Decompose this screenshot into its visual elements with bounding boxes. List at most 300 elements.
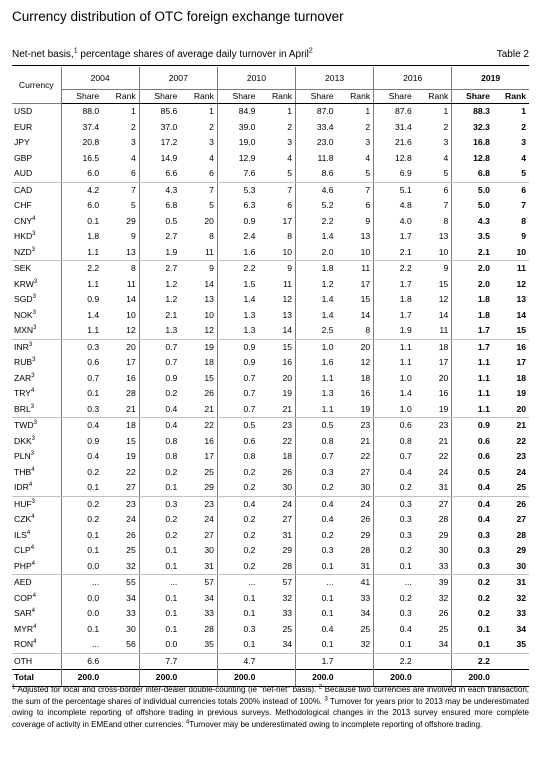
share-value: 0.1 [165, 545, 178, 555]
rank-value: 3 [180, 135, 217, 151]
rank-value: 1 [415, 104, 452, 120]
share-value: 0.9 [477, 420, 490, 430]
rank-value: 13 [180, 292, 217, 308]
share-value: 0.4 [321, 623, 334, 634]
table-row [12, 559, 529, 575]
share-value: 1.1 [61, 323, 102, 339]
oth-label: OTH [12, 653, 61, 670]
share-value: 0.3 [452, 559, 493, 575]
rank-value: 32 [337, 637, 374, 653]
currency-footnote-ref: 3 [32, 309, 36, 316]
currency-footnote-ref: 3 [31, 435, 36, 442]
share-value: 2.0 [477, 278, 490, 289]
table-row [12, 292, 529, 308]
share-value: ... [61, 637, 102, 653]
share-value: 0.9 [165, 372, 178, 383]
rank-value: 28 [337, 543, 374, 559]
rank-value: 31 [415, 480, 452, 496]
share-value: 1.2 [165, 278, 178, 289]
share-value: 0.3 [61, 402, 102, 418]
rank-value: 11 [516, 263, 526, 273]
rank-value: 27 [258, 512, 295, 528]
currency-code [12, 292, 61, 308]
share-value: 1.7 [399, 278, 412, 289]
rank-value: 10 [337, 245, 374, 261]
share-value: 87.0 [316, 106, 334, 116]
table-row [12, 528, 529, 544]
share-value: 0.3 [165, 498, 178, 509]
share-value: 0.3 [399, 608, 412, 618]
rank-value: 23 [516, 451, 526, 461]
rank-value: 11 [337, 261, 374, 277]
oth-share-value: 2.2 [452, 653, 493, 670]
share-value: 33.4 [316, 121, 334, 132]
rank-value: 34 [102, 591, 139, 607]
rank-value: 31 [258, 528, 295, 544]
table-row [12, 339, 529, 355]
rank-value: 18 [415, 339, 452, 355]
share-value: 0.1 [139, 559, 180, 575]
share-value: 1.4 [243, 294, 256, 304]
currency-code [12, 371, 61, 387]
rank-value: 39 [415, 575, 452, 591]
rank-value: 28 [102, 386, 139, 402]
rank-value: 22 [415, 449, 452, 465]
share-value: 0.3 [321, 545, 334, 555]
rank-value: 31 [180, 559, 217, 575]
rank-value: 8 [102, 261, 139, 277]
share-value: 0.8 [399, 435, 412, 446]
share-value: 0.7 [399, 451, 412, 461]
currency-code [12, 386, 61, 402]
share-value: 0.2 [217, 480, 258, 496]
share-value: 1.8 [321, 263, 334, 273]
currency-code [12, 229, 61, 245]
share-value: 0.2 [399, 545, 412, 555]
rank-value: 6 [337, 198, 374, 214]
rank-value: 2 [102, 120, 139, 136]
rank-header: Rank [337, 90, 374, 104]
rank-value: 1 [180, 104, 217, 120]
share-value: 1.1 [61, 245, 102, 261]
currency-footnote-ref: 3 [33, 278, 38, 285]
share-value: 0.1 [61, 214, 102, 230]
share-value: 39.0 [238, 121, 256, 132]
rank-value: 4 [415, 151, 452, 167]
rank-value: 27 [415, 496, 452, 512]
currency-code [12, 496, 61, 512]
rank-value: 24 [102, 512, 139, 528]
currency-code [12, 622, 61, 638]
rank-value: 34 [516, 623, 526, 634]
table-row [12, 591, 529, 607]
rank-value: 6 [180, 166, 217, 182]
share-header: Share [139, 90, 180, 104]
share-value: 88.3 [473, 106, 490, 116]
year-header: 2019 [452, 67, 529, 90]
table-row [12, 166, 529, 182]
share-value: 23.0 [316, 137, 334, 147]
rank-value: 9 [337, 214, 374, 230]
currency-code-text: RUB [14, 357, 33, 367]
currency-code [12, 261, 61, 277]
share-value: 0.1 [139, 480, 180, 496]
rank-value: 20 [102, 339, 139, 355]
currency-code-text: TWD [14, 420, 34, 430]
share-value: 2.7 [165, 231, 178, 241]
rank-value: 3 [258, 135, 295, 151]
rank-value: 33 [258, 606, 295, 622]
table-row [12, 277, 529, 293]
currency-code-text: MXN [14, 325, 34, 335]
rank-value: 8 [180, 229, 217, 245]
currency-footnote-ref: 4 [31, 560, 36, 567]
rank-value: 24 [180, 512, 217, 528]
rank-value: 16 [415, 386, 452, 402]
share-value: 0.2 [243, 545, 256, 555]
share-value: 6.6 [139, 166, 180, 182]
share-value: 7.6 [217, 166, 258, 182]
share-value: 1.3 [139, 323, 180, 339]
share-value: 21.6 [395, 137, 412, 147]
share-value: 4.0 [399, 215, 412, 226]
share-value: 1.8 [477, 309, 490, 320]
rank-value: 7 [521, 200, 526, 210]
rank-value: 26 [102, 528, 139, 544]
rank-value: 19 [337, 402, 374, 418]
rank-value: 16 [258, 355, 295, 371]
oth-rank-cell [102, 653, 139, 670]
currency-footnote-ref: 3 [28, 341, 33, 348]
share-value: 0.6 [477, 451, 490, 461]
rank-value: 17 [180, 449, 217, 465]
rank-value: 3 [521, 137, 526, 147]
year-header: 2007 [139, 67, 217, 90]
rank-value: 17 [258, 214, 295, 230]
rank-value: 18 [102, 418, 139, 434]
share-value: 0.1 [374, 559, 415, 575]
share-value: 37.0 [160, 121, 178, 132]
share-value: 1.4 [61, 308, 102, 324]
share-value: 0.3 [399, 514, 412, 524]
share-value: 0.2 [243, 466, 256, 477]
share-value: 1.7 [477, 341, 490, 352]
currency-footnote-ref: 4 [33, 639, 37, 646]
table-row [12, 622, 529, 638]
currency-code-text: AED [14, 577, 32, 587]
rank-value: 12 [180, 323, 217, 339]
rank-value: 55 [102, 575, 139, 591]
table-row [12, 323, 529, 339]
share-value: 0.2 [243, 514, 256, 524]
rank-value: 30 [337, 480, 374, 496]
total-share-value: 200.0 [296, 670, 337, 687]
rank-value: 21 [516, 420, 526, 430]
table-row [12, 261, 529, 277]
oth-share-value: 6.6 [61, 653, 102, 670]
rank-value: 26 [258, 465, 295, 481]
share-value: 0.3 [477, 545, 490, 555]
share-value: 0.9 [243, 357, 256, 367]
currency-code [12, 355, 61, 371]
share-value: 0.5 [321, 420, 334, 430]
rank-value: 35 [493, 637, 529, 653]
share-value: 0.4 [321, 498, 334, 509]
table-row [12, 543, 529, 559]
rank-value: 18 [337, 371, 374, 387]
rank-value: 29 [102, 214, 139, 230]
share-value: 6.0 [61, 166, 102, 182]
rank-value: 22 [516, 435, 526, 446]
rank-value: 8 [521, 215, 526, 226]
share-value: 1.6 [217, 245, 258, 261]
share-value: 0.7 [321, 451, 334, 461]
share-value: 2.2 [61, 261, 102, 277]
share-value: 0.1 [321, 592, 334, 603]
currency-footnote-ref: 3 [32, 231, 36, 238]
rank-value: 16 [337, 386, 374, 402]
share-value: 5.0 [477, 200, 490, 210]
share-value: 5.3 [243, 184, 256, 195]
currency-code-text: HUF [14, 498, 32, 509]
rank-value: 15 [102, 434, 139, 450]
rank-value: 28 [415, 512, 452, 528]
rank-header: Rank [102, 90, 139, 104]
share-value: 0.2 [61, 465, 102, 481]
currency-footnote-ref: 3 [30, 403, 35, 410]
rank-value: 6 [521, 184, 526, 195]
rank-value: 15 [337, 292, 374, 308]
share-value: 1.3 [243, 309, 256, 320]
currency-code-text: TRY [14, 388, 32, 398]
share-value: 1.1 [61, 277, 102, 293]
share-value: 0.4 [321, 514, 334, 524]
rank-value: 11 [415, 323, 452, 339]
share-value: 0.2 [165, 388, 178, 398]
rank-value: 21 [102, 402, 139, 418]
rank-value: 13 [337, 229, 374, 245]
currency-footnote-ref: 4 [32, 592, 36, 599]
currency-footnote-ref: 3 [30, 451, 35, 458]
share-value: 1.9 [139, 245, 180, 261]
share-value: 0.2 [477, 577, 490, 587]
rank-value: 25 [337, 622, 374, 638]
rank-value: 9 [415, 261, 452, 277]
table-row [12, 214, 529, 230]
rank-value: 24 [337, 496, 374, 512]
table-row [12, 198, 529, 214]
share-value: 4.3 [477, 215, 490, 226]
share-value: 3.5 [477, 231, 490, 241]
rank-value: 21 [415, 434, 452, 450]
table-row [12, 371, 529, 387]
rank-value: 27 [516, 514, 526, 524]
currency-code-text: DKK [14, 435, 32, 446]
rank-value: 57 [258, 575, 295, 591]
rank-header: Rank [493, 90, 529, 104]
rank-value: 11 [102, 277, 139, 293]
share-value: ... [61, 575, 102, 591]
rank-value: 12 [516, 278, 526, 289]
share-value: 0.1 [296, 559, 337, 575]
share-value: 0.8 [165, 435, 178, 446]
rank-value: 12 [258, 292, 295, 308]
currency-code-text: SGD [14, 294, 33, 304]
rank-value: 15 [415, 277, 452, 293]
share-value: 1.0 [374, 402, 415, 418]
share-value: 16.8 [473, 137, 490, 147]
share-value: 0.2 [477, 592, 490, 603]
share-value: 1.7 [452, 323, 493, 339]
rank-value: 14 [516, 309, 526, 320]
share-value: 0.2 [217, 559, 258, 575]
rank-value: 14 [415, 308, 452, 324]
share-value: 1.4 [321, 309, 334, 320]
currency-code [12, 512, 61, 528]
rank-value: 5 [102, 198, 139, 214]
rank-value: 23 [102, 496, 139, 512]
year-header: 2016 [374, 67, 452, 90]
rank-value: 32 [258, 591, 295, 607]
rank-value: 21 [180, 402, 217, 418]
share-value: 2.4 [243, 231, 256, 241]
share-value: 0.1 [61, 480, 102, 496]
table-row [12, 104, 529, 120]
total-share-value: 200.0 [452, 670, 493, 687]
currency-footnote-ref: 3 [32, 294, 36, 301]
currency-code [12, 637, 61, 653]
share-value: 14.9 [160, 152, 178, 163]
share-value: 0.3 [61, 339, 102, 355]
rank-value: 16 [180, 434, 217, 450]
footnote: $^1$ Adjusted for local and cross-border inter-dealer double-counting (ie "net-net" basis). $^2$ Because two currencies are involved in each transaction, the sum of the percentage shares of individual currencies totals 200% instead of 100%. $^3$ Turnover for years prior to 2013 may be underestimated owing to incomplete reporting of offshore trading in previous surveys. Methodological changes in the 2013 survey ensured more complete coverage of activity in EMEand other currencies. $^4$Turnover may be underestimated owing to incomplete reporting of offshore trading. [12, 684, 530, 729]
currency-code-text: PLN [14, 451, 31, 461]
rank-value: 25 [258, 622, 295, 638]
share-value: 0.0 [61, 559, 102, 575]
rank-value: 29 [337, 528, 374, 544]
rank-value: 33 [102, 606, 139, 622]
currency-code-text: SAR [14, 608, 32, 618]
rank-value: 7 [180, 182, 217, 198]
currency-code [12, 575, 61, 591]
share-value: 0.0 [139, 637, 180, 653]
rank-value: 1 [258, 104, 295, 120]
share-value: 2.7 [165, 263, 178, 273]
share-value: ... [326, 577, 334, 587]
currency-footnote-ref: 4 [28, 482, 33, 489]
currency-code-text: BRL [14, 403, 31, 414]
currency-distribution-table [12, 67, 529, 687]
rank-value: 57 [180, 575, 217, 591]
oth-share-value: 1.7 [296, 653, 337, 670]
rank-value: 29 [516, 545, 526, 555]
rank-value: 4 [258, 151, 295, 167]
rank-value: 18 [258, 449, 295, 465]
rank-value: 4 [102, 151, 139, 167]
table-row [12, 308, 529, 324]
share-value: 2.2 [243, 263, 256, 273]
rank-value: 26 [180, 386, 217, 402]
share-value: 2.1 [165, 309, 178, 320]
share-value: 0.5 [477, 466, 490, 477]
table-row [12, 355, 529, 371]
currency-code [12, 198, 61, 214]
currency-code-text: CNY [14, 215, 33, 226]
rank-value: 34 [415, 637, 452, 653]
rank-value: 22 [337, 449, 374, 465]
rank-value: 25 [415, 622, 452, 638]
share-value: 2.1 [452, 245, 493, 261]
rank-value: 10 [258, 245, 295, 261]
currency-footnote-ref: 4 [31, 388, 35, 395]
currency-code-text: KRW [14, 278, 34, 289]
share-value: 1.4 [399, 388, 412, 398]
currency-footnote-ref: 4 [31, 466, 35, 473]
rank-value: 34 [180, 591, 217, 607]
share-value: 17.2 [160, 137, 178, 147]
total-share-value: 200.0 [61, 670, 102, 687]
share-value: 1.0 [399, 372, 412, 383]
share-value: 0.4 [61, 449, 102, 465]
share-value: 2.5 [296, 323, 337, 339]
currency-code [12, 104, 61, 120]
share-value: 0.1 [243, 608, 256, 618]
table-row [12, 120, 529, 136]
share-value: 20.8 [61, 135, 102, 151]
share-value: 6.0 [61, 198, 102, 214]
oth-share-value: 7.7 [139, 653, 180, 670]
rank-value: 17 [337, 277, 374, 293]
share-value: 5.1 [399, 184, 412, 195]
rank-value: 3 [102, 135, 139, 151]
share-value: 6.9 [374, 166, 415, 182]
rank-value: 14 [258, 323, 295, 339]
currency-code [12, 559, 61, 575]
share-value: 0.7 [243, 388, 256, 398]
share-value: 19.0 [238, 137, 256, 147]
currency-code-text: NOK [14, 309, 33, 320]
rank-value: 4 [180, 151, 217, 167]
rank-value: 15 [258, 339, 295, 355]
share-value: 0.9 [243, 215, 256, 226]
share-value: 0.2 [165, 529, 178, 540]
rank-value: 10 [415, 245, 452, 261]
rank-value: 6 [102, 166, 139, 182]
year-header: 2013 [296, 67, 374, 90]
rank-value: 25 [493, 480, 529, 496]
share-value: 0.9 [61, 434, 102, 450]
share-value: 1.1 [296, 402, 337, 418]
currency-code [12, 245, 61, 261]
share-rank-header-row [12, 90, 529, 104]
currency-code [12, 543, 61, 559]
currency-code [12, 277, 61, 293]
currency-code-text: RON [14, 639, 34, 649]
rank-value: 29 [258, 543, 295, 559]
share-value: 6.3 [243, 200, 256, 210]
share-value: 0.9 [243, 341, 256, 352]
share-header: Share [452, 90, 493, 104]
rank-value: 5 [180, 198, 217, 214]
share-value: 0.1 [296, 637, 337, 653]
currency-code-text: COP [14, 592, 33, 603]
share-value: 0.2 [61, 512, 102, 528]
share-value: 4.3 [165, 184, 178, 195]
rank-value: 28 [258, 559, 295, 575]
share-value: 12.8 [395, 152, 412, 163]
rank-value: 20 [180, 214, 217, 230]
share-value: 0.2 [374, 480, 415, 496]
